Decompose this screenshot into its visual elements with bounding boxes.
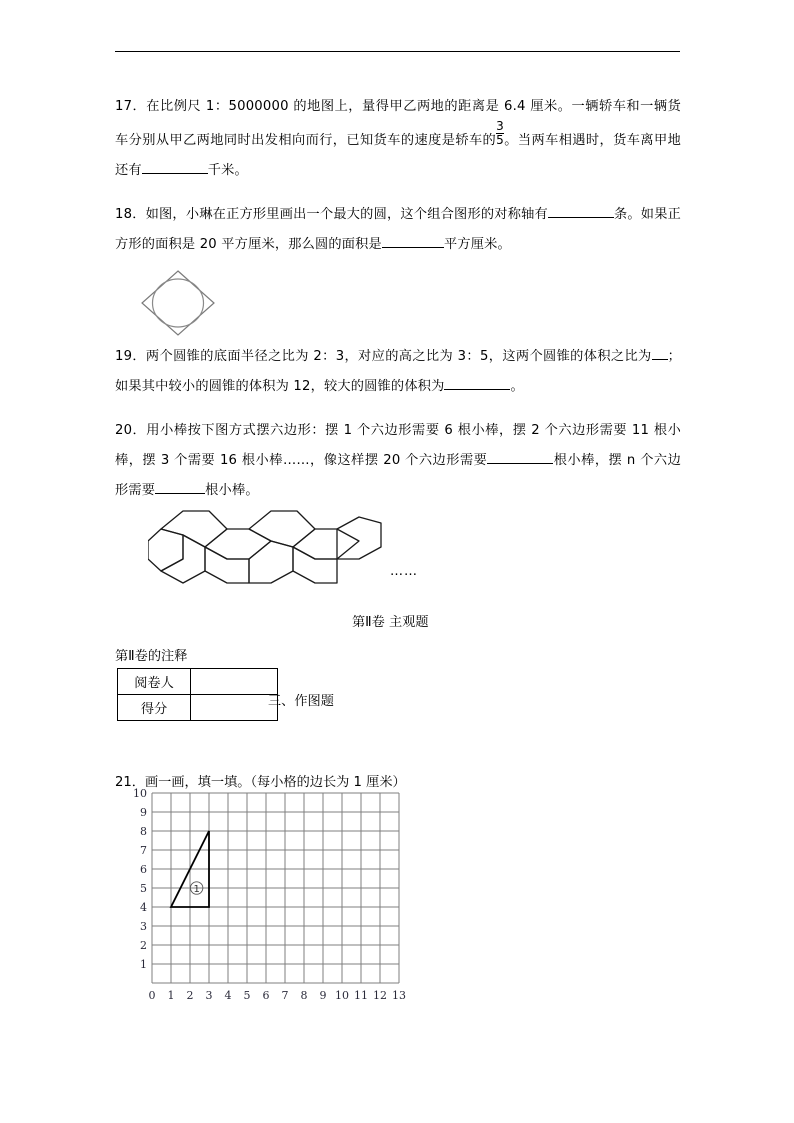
score-table-value-reviewer[interactable] <box>191 669 278 695</box>
question-17-answer-blank-1[interactable] <box>142 173 208 174</box>
question-17-text-part2: 。当两车相遇时，货车离甲地还有 <box>115 132 681 178</box>
y-axis-tick-label: 6 <box>140 863 147 876</box>
x-axis-tick-label: 3 <box>205 989 213 1002</box>
volume-2-title: 第Ⅱ卷 主观题 <box>352 615 429 630</box>
question-20-text-part1: 20．用小棒按下图方式摆六边形：摆 1 个六边形需要 6 根小棒，摆 2 个六边形需要 11 根小棒，摆 3 个需要 16 根小棒……，像这样摆 20 个六边形需要 <box>115 422 681 468</box>
x-axis-tick-label: 7 <box>281 989 289 1002</box>
hexagon-6 <box>249 511 315 547</box>
x-axis-tick-label: 5 <box>243 989 251 1002</box>
header-rule <box>115 51 680 52</box>
hexagon-chain-ellipsis: …… <box>390 564 418 579</box>
inscribed-circle-shape <box>153 279 204 327</box>
question-17-text-part3: 千米。 <box>207 162 248 178</box>
y-axis-tick-label: 3 <box>140 920 147 933</box>
x-axis-tick-label: 8 <box>300 989 308 1002</box>
y-axis-tick-label: 2 <box>140 939 147 952</box>
score-table-value-score[interactable] <box>191 695 278 721</box>
figure-hexagon-chain <box>148 505 408 587</box>
y-axis-tick-label: 8 <box>140 825 147 838</box>
y-axis-tick-label: 5 <box>140 882 147 895</box>
question-19-text-part2: ；如果其中较小的圆锥的体积为 12，较大的圆锥的体积为 <box>115 348 681 394</box>
question-17-text-part1: 17．在比例尺 1：5000000 的地图上，量得甲乙两地的距离是 6.4 厘米。一辆轿车和一辆货车分别从甲乙两地同时出发相向而行，已知货车的速度是轿车的 <box>115 99 681 148</box>
figure-circle-in-rotated-square <box>139 268 217 338</box>
x-axis-tick-label: 1 <box>167 989 175 1002</box>
shape-label-text: 1 <box>193 884 200 895</box>
score-table <box>117 668 278 721</box>
question-19-answer-blank-2[interactable] <box>444 389 510 390</box>
question-19-text-part1: 19．两个圆锥的底面半径之比为 2：3，对应的高之比为 3：5，这两个圆锥的体积之比为 <box>115 348 652 364</box>
x-axis-tick-label: 13 <box>392 989 406 1002</box>
y-axis-tick-label: 1 <box>140 958 147 971</box>
hexagon-9 <box>293 547 337 583</box>
y-axis-tick-label: 4 <box>140 901 147 914</box>
fraction-three-fifths <box>496 120 504 146</box>
x-axis-tick-label: 4 <box>224 989 232 1002</box>
x-axis-tick-label: 6 <box>262 989 270 1002</box>
score-table-label-reviewer: 阅卷人 <box>118 669 191 695</box>
question-20-answer-blank-2[interactable] <box>155 493 205 494</box>
hexagon-10 <box>337 517 381 559</box>
question-20 <box>115 416 681 506</box>
y-axis-tick-label: 7 <box>140 844 147 857</box>
x-axis-tick-label: 2 <box>186 989 194 1002</box>
x-axis-tick-label: 0 <box>148 989 156 1002</box>
question-20-answer-blank-1[interactable] <box>487 463 553 464</box>
question-19-answer-blank-1[interactable] <box>652 359 668 360</box>
question-18 <box>115 200 681 260</box>
question-18-text-part2: 条。如果正方形的面积是 20 平方厘米，那么圆的面积是 <box>115 206 681 252</box>
hexagon-4 <box>205 529 271 559</box>
question-20-text-part2: 根小棒，摆 n 个六边形需要 <box>115 452 681 498</box>
question-19-text-part3: 。 <box>510 378 524 394</box>
x-axis-tick-label: 12 <box>373 989 387 1002</box>
question-17 <box>115 92 681 186</box>
y-axis-tick-label: 10 <box>133 787 147 800</box>
question-19 <box>115 342 681 402</box>
question-18-answer-blank-2[interactable] <box>382 247 444 248</box>
score-table-label-score: 得分 <box>118 695 191 721</box>
section-label-drawing: 三、作图题 <box>268 694 334 709</box>
hexagon-1 <box>148 529 183 571</box>
question-18-text-part3: 平方厘米。 <box>443 236 511 252</box>
x-axis-tick-label: 10 <box>335 989 349 1002</box>
x-axis-tick-label: 9 <box>319 989 327 1002</box>
hexagon-7 <box>249 541 293 583</box>
fraction-denominator: 5 <box>496 132 505 147</box>
y-axis-tick-label: 9 <box>140 806 147 819</box>
x-axis-tick-label: 11 <box>354 989 368 1002</box>
hexagon-5 <box>205 547 249 583</box>
table-row <box>118 669 278 695</box>
table-row <box>118 695 278 721</box>
fraction-numerator: 3 <box>496 119 505 133</box>
question-20-text-part3: 根小棒。 <box>205 482 259 498</box>
question-18-text-part1: 18．如图，小琳在正方形里画出一个最大的圆，这个组合图形的对称轴有 <box>115 206 548 222</box>
hexagon-3 <box>161 535 205 583</box>
question-21-text: 21．画一画，填一填。（每小格的边长为 1 厘米） <box>115 775 406 790</box>
volume-2-note: 第Ⅱ卷的注释 <box>115 649 188 664</box>
coordinate-grid-figure <box>124 785 424 1020</box>
hexagon-8 <box>293 529 359 559</box>
question-18-answer-blank-1[interactable] <box>548 217 614 218</box>
